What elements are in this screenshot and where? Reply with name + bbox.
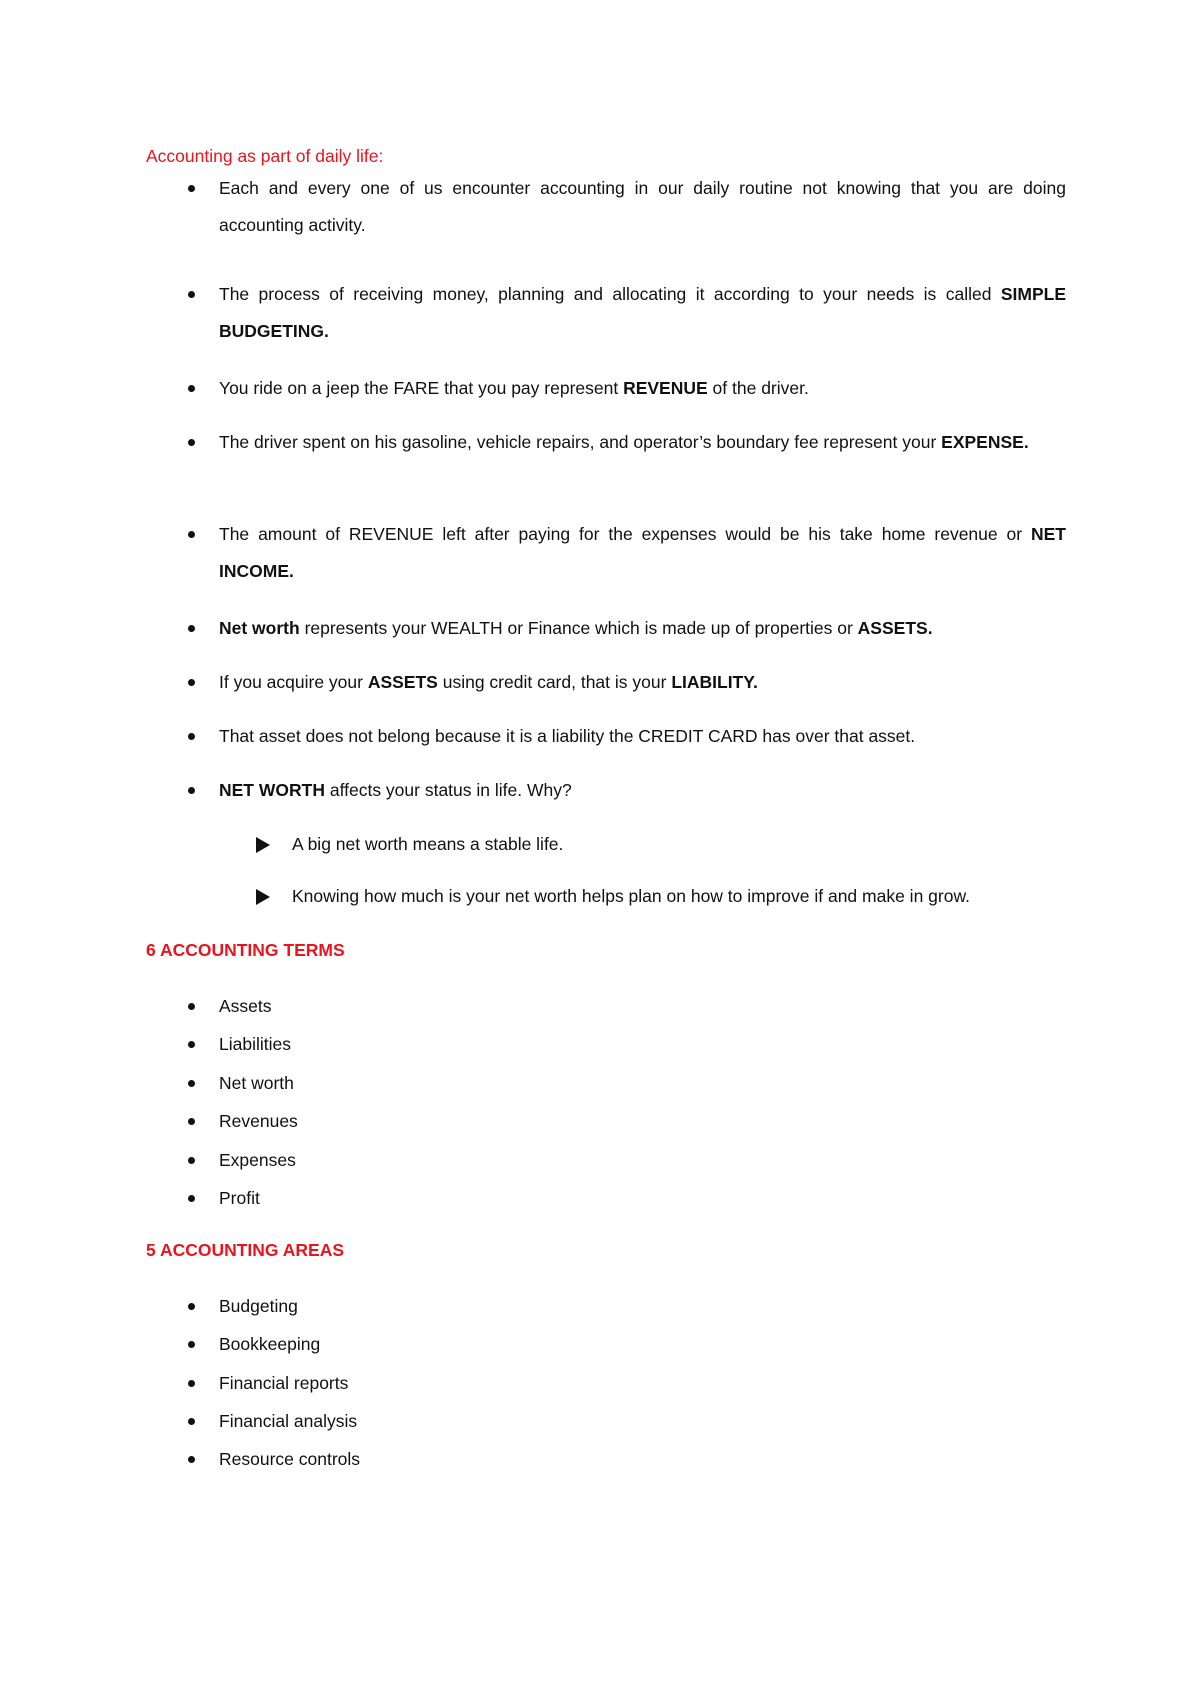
bullet-item: Net worth represents your WEALTH or Finance which is made up of properties or ASSETS. <box>146 610 1066 647</box>
bullet-icon <box>188 1118 195 1125</box>
bullet-item: If you acquire your ASSETS using credit card, that is your LIABILITY. <box>146 664 1066 701</box>
bullet-item <box>146 718 1066 755</box>
term-item <box>146 1147 646 1173</box>
bullet-bold: NET INCOME <box>219 524 1066 581</box>
area-text: Budgeting <box>219 1296 298 1316</box>
term-text: Profit <box>219 1188 260 1208</box>
term-text: Liabilities <box>219 1034 291 1054</box>
sub-bullet-item <box>256 878 1066 915</box>
bullet-icon <box>188 733 195 740</box>
bullet-text: You ride on a jeep the FARE that you pay represent <box>219 378 624 398</box>
bullet-bold: SIMPLE BUDGETING <box>219 284 1066 341</box>
bullet-text: The process of receiving money, planning and allocating it according to your needs is called <box>219 284 1001 304</box>
bullet-bold: LIABILITY. <box>671 672 758 692</box>
term-text: Revenues <box>219 1111 298 1131</box>
term-item <box>146 1031 646 1057</box>
term-item <box>146 993 646 1019</box>
bullet-icon <box>188 1303 195 1310</box>
intro-heading: Accounting as part of daily life: <box>146 146 384 166</box>
sub-bullet-text: Knowing how much is your net worth helps plan on how to improve if and make in grow. <box>292 886 970 906</box>
bullet-icon <box>188 1418 195 1425</box>
bullet-bold: Net worth <box>219 618 300 638</box>
bullet-bold: ASSETS <box>367 672 438 692</box>
bullet-text: The amount of REVENUE left after paying for the expenses would be his take home revenue or <box>219 524 1031 544</box>
bullet-icon <box>188 1195 195 1202</box>
sub-bullet-text: A big net worth means a stable life. <box>292 834 564 854</box>
bullet-icon <box>188 1380 195 1387</box>
bullet-item: The driver spent on his gasoline, vehicle repairs, and operator’s boundary fee represent your EXPENSE. <box>146 424 1066 461</box>
bullet-icon <box>188 385 195 392</box>
term-text: Expenses <box>219 1150 296 1170</box>
bullet-text: represents your WEALTH or Finance which is made up of properties or <box>299 618 858 638</box>
term-text: Assets <box>219 996 272 1016</box>
bullet-icon <box>188 1003 195 1010</box>
bullet-icon <box>188 439 195 446</box>
area-text: Resource controls <box>219 1449 361 1469</box>
arrow-right-icon <box>256 889 270 905</box>
sub-bullet-item <box>256 826 1066 863</box>
area-item <box>146 1293 646 1319</box>
bullet-icon <box>188 1456 195 1463</box>
bullet-item: You ride on a jeep the FARE that you pay represent REVENUE of the driver. <box>146 370 1066 407</box>
bullet-bold: EXPENSE <box>941 432 1024 452</box>
area-item <box>146 1331 646 1357</box>
area-text: Financial reports <box>219 1373 349 1393</box>
bullet-icon <box>188 625 195 632</box>
arrow-right-icon <box>256 837 270 853</box>
bullet-bold: REVENUE <box>623 378 708 398</box>
bullet-text: That asset does not belong because it is a liability the CREDIT CARD has over that asset. <box>219 726 916 746</box>
bullet-icon <box>188 1041 195 1048</box>
area-item <box>146 1408 646 1434</box>
term-item <box>146 1185 646 1211</box>
bullet-icon <box>188 185 195 192</box>
areas-heading: 5 ACCOUNTING AREAS <box>146 1240 345 1260</box>
area-item <box>146 1446 646 1472</box>
bullet-text: affects your status in life. Why? <box>324 780 572 800</box>
bullet-icon <box>188 1157 195 1164</box>
bullet-item: The amount of REVENUE left after paying for the expenses would be his take home revenue or NET INCOME. <box>146 516 1066 590</box>
bullet-bold: NET WORTH <box>219 780 325 800</box>
bullet-icon <box>188 1341 195 1348</box>
terms-heading: 6 ACCOUNTING TERMS <box>146 940 345 960</box>
term-text: Net worth <box>219 1073 294 1093</box>
area-text: Bookkeeping <box>219 1334 321 1354</box>
bullet-icon <box>188 291 195 298</box>
area-item <box>146 1370 646 1396</box>
bullet-item <box>146 772 1066 809</box>
bullet-item <box>146 170 1066 244</box>
bullet-icon <box>188 787 195 794</box>
bullet-text: If you acquire your <box>219 672 368 692</box>
bullet-text: Each and every one of us encounter accounting in our daily routine not knowing that you are doing accounting activity. <box>219 178 1066 235</box>
term-item <box>146 1108 646 1134</box>
bullet-icon <box>188 531 195 538</box>
area-text: Financial analysis <box>219 1411 358 1431</box>
bullet-text: The driver spent on his gasoline, vehicle repairs, and operator’s boundary fee represent your <box>219 432 942 452</box>
bullet-icon <box>188 1080 195 1087</box>
term-item <box>146 1070 646 1096</box>
bullet-icon <box>188 679 195 686</box>
bullet-item: The process of receiving money, planning and allocating it according to your needs is called SIMPLE BUDGETING. <box>146 276 1066 350</box>
bullet-bold: ASSETS <box>857 618 928 638</box>
